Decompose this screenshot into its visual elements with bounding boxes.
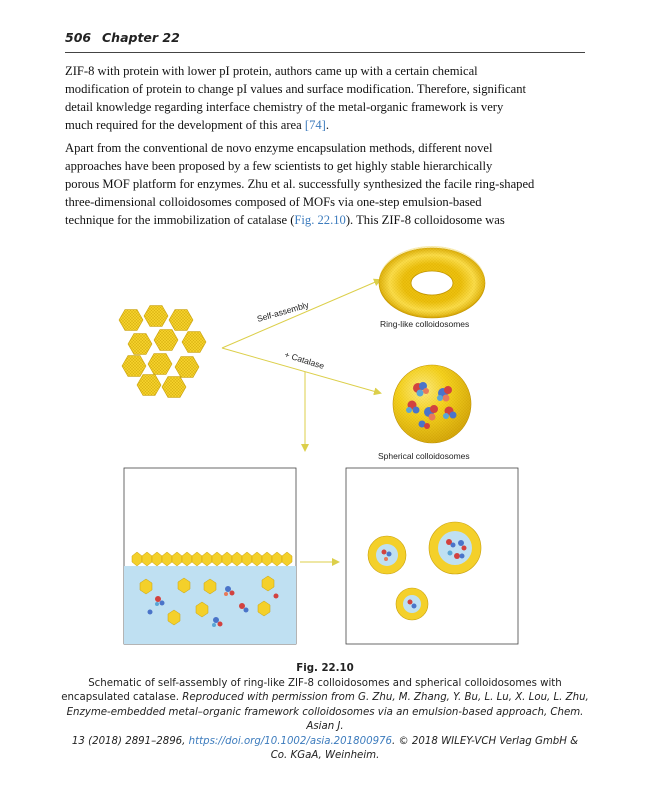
- caption-line: [55, 691, 595, 706]
- text-line: detail knowledge regarding interface chemistry of the metal-organic framework is very: [65, 100, 504, 114]
- zif8-particle: [148, 354, 172, 375]
- text-span: technique for the immobilization of catalase (: [65, 213, 295, 227]
- zif8-particle: [137, 375, 161, 396]
- colloidosome-panel: [346, 468, 518, 644]
- catalase-label: + Catalase: [283, 349, 326, 371]
- zif8-particle: [162, 377, 186, 398]
- caption-line: Enzyme-embedded metal–organic framework colloidosomes via an emulsion-based approach, Chem. Asian J.: [66, 706, 584, 732]
- caption-line: [55, 735, 595, 750]
- doi-link[interactable]: https://doi.org/10.1002/asia.201800976: [188, 735, 393, 747]
- caption-title: Fig. 22.10: [296, 663, 354, 674]
- text-span: ). This ZIF-8 colloidosome was: [345, 213, 505, 227]
- zif8-particle: [122, 356, 146, 377]
- text-line: modification of protein to change pI values and surface modification. Therefore, significant: [65, 82, 527, 96]
- caption-text: 13 (2018) 2891–2896,: [71, 735, 189, 747]
- caption-text: . © 2018 WILEY-VCH Verlag GmbH &: [392, 735, 579, 747]
- caption-line: Schematic of self-assembly of ring-like ZIF-8 colloidosomes and spherical colloidosomes with: [88, 677, 562, 689]
- zif8-particle: [154, 330, 178, 351]
- zif8-particle: [144, 306, 168, 327]
- figure-link[interactable]: Fig. 22.10: [294, 213, 346, 227]
- text-line: Apart from the conventional de novo enzyme encapsulation methods, different novel: [65, 141, 493, 155]
- zif8-particle: [128, 334, 152, 355]
- text-line: ZIF-8 with protein with lower pI protein, authors came up with a certain chemical: [65, 64, 478, 78]
- page-number: 506: [65, 30, 92, 45]
- emulsion-panel: [124, 468, 296, 644]
- self-assembly-label: Self-assembly: [255, 299, 310, 324]
- zif8-particle: [169, 310, 193, 331]
- spherical-label: Spherical colloidosomes: [378, 451, 470, 461]
- caption-line: Co. KGaA, Weinheim.: [270, 750, 380, 761]
- figure-caption: [55, 662, 595, 764]
- text-span: much required for the development of this area: [65, 118, 305, 132]
- text-span: .: [325, 118, 330, 132]
- ring-label: Ring-like colloidosomes: [380, 319, 470, 329]
- zif8-particle: [119, 310, 143, 331]
- arrow-to-ring: [222, 280, 380, 348]
- zif8-particle: [175, 357, 199, 378]
- ring-colloidosome: [379, 246, 485, 318]
- colloidosome: [429, 522, 481, 574]
- caption-text: encapsulated catalase.: [61, 692, 183, 703]
- spherical-colloidosome: [393, 365, 471, 443]
- colloidosome: [368, 536, 406, 574]
- text-line: three-dimensional colloidosomes composed of MOFs via one-step emulsion-based: [65, 195, 482, 209]
- colloidosome: [396, 588, 428, 620]
- chapter-title: Chapter 22: [102, 30, 180, 45]
- zif8-particle-cluster: [119, 306, 206, 398]
- text-line: porous MOF platform for enzymes. Zhu et al. successfully synthesized the facile ring-shaped: [65, 177, 535, 191]
- zif8-particle: [182, 332, 206, 353]
- citation-link[interactable]: [74]: [304, 118, 326, 132]
- text-line: approaches have been proposed by a few scientists to get highly stable hierarchically: [65, 159, 493, 173]
- caption-credit: Reproduced with permission from G. Zhu, M. Zhang, Y. Bu, L. Lu, X. Lou, L. Zhu,: [182, 692, 589, 703]
